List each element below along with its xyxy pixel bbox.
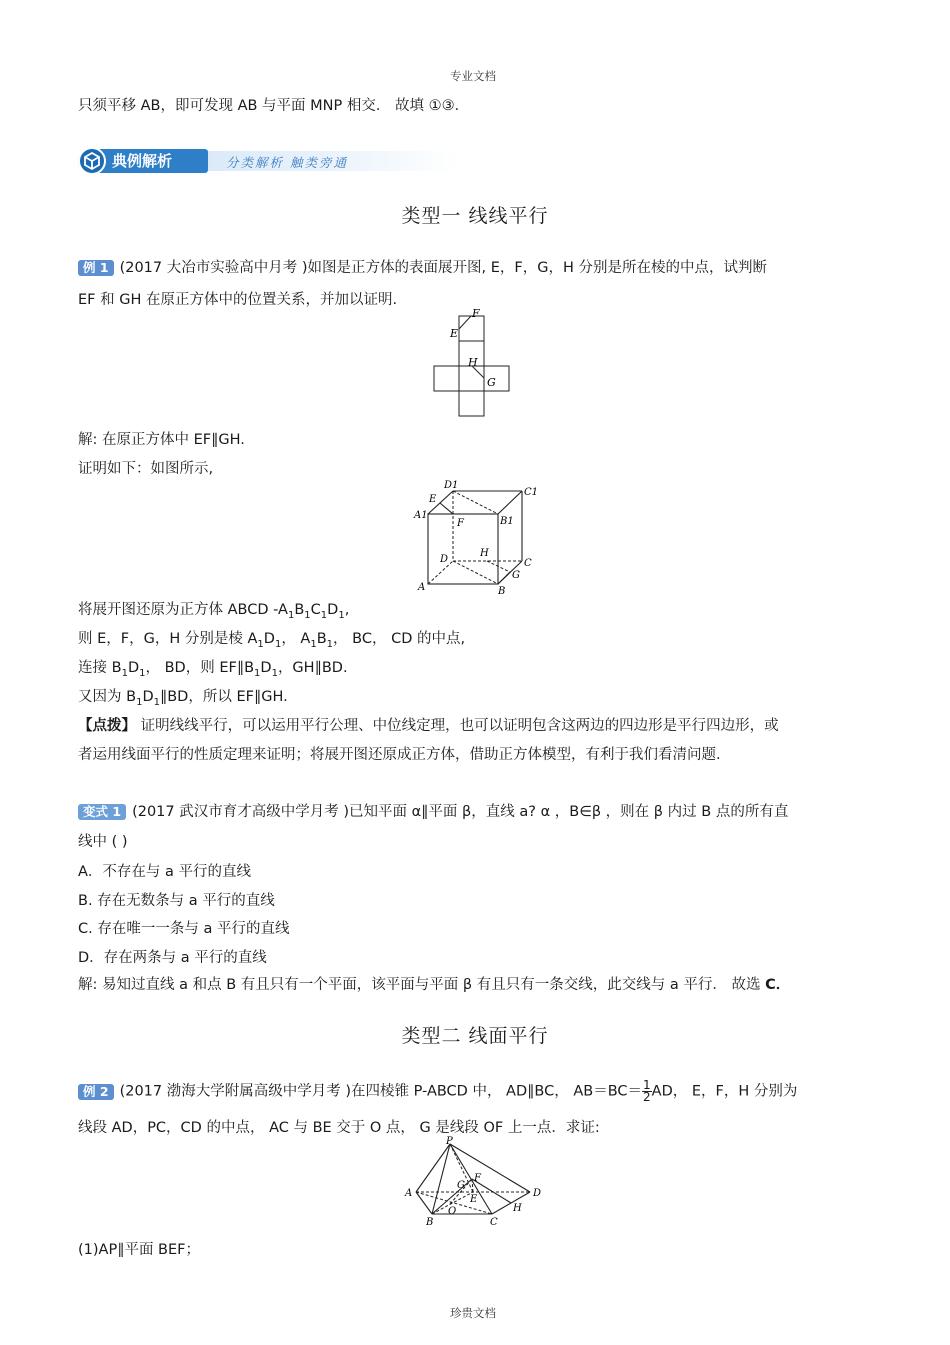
- pyramid-label-O: O: [448, 1206, 457, 1217]
- net-label-F: F: [472, 308, 480, 320]
- proof-line2: 则 E，F，G，H 分别是棱 $A_1D_1$， $A_1B_1$， BC， CD 的中点,: [78, 631, 466, 650]
- page-header: 专业文档: [450, 69, 496, 83]
- cube-figure: [412, 478, 542, 596]
- cube-label-C: C: [524, 558, 532, 569]
- pyramid-label-H: H: [513, 1203, 522, 1214]
- cube-label-H: H: [480, 548, 489, 559]
- example1-tag: 例 1: [78, 260, 114, 276]
- example2-tag: 例 2: [78, 1084, 114, 1100]
- option-b: B. 存在无数条与 a 平行的直线: [78, 893, 275, 909]
- page-footer: 珍贵文档: [450, 1306, 496, 1320]
- pyramid-label-D: D: [533, 1188, 542, 1199]
- pyramid-label-A: A: [405, 1188, 413, 1199]
- cube-label-G: G: [512, 570, 520, 581]
- pyramid-label-E: E: [470, 1194, 478, 1205]
- net-label-E: E: [450, 327, 459, 340]
- solution1-line1: 解: 在原正方体中 EF∥GH.: [78, 432, 245, 448]
- pyramid-label-G: G: [457, 1180, 465, 1191]
- banner-main-label: 典例解析: [78, 149, 208, 173]
- variant1-line2: 线中 ( ): [78, 834, 128, 850]
- variant1-answer: 解: 易知过直线 a 和点 B 有且只有一个平面，该平面与平面 β 有且只有一条交线，此交线与 a 平行． 故选 C．: [78, 977, 791, 993]
- variant1-tag: 变式 1: [78, 804, 126, 820]
- banner-subtitle: 分类解析 触类旁通: [226, 155, 348, 170]
- cube-label-A: A: [418, 582, 426, 593]
- example2-question1: (1)AP∥平面 BEF；: [78, 1242, 201, 1258]
- option-c: C. 存在唯一一条与 a 平行的直线: [78, 921, 290, 937]
- net-label-G: G: [487, 376, 496, 389]
- cube-icon: [78, 147, 106, 175]
- pyramid-label-C: C: [490, 1217, 498, 1228]
- cube-label-B: B: [498, 586, 506, 596]
- pyramid-label-P: P: [446, 1136, 453, 1147]
- example1-line1: [78, 258, 767, 278]
- cube-label-D1: D1: [444, 480, 459, 491]
- pyramid-label-F: F: [474, 1173, 481, 1184]
- option-a: A．不存在与 a 平行的直线: [78, 864, 252, 880]
- cube-label-E: E: [429, 494, 437, 505]
- pyramid-label-B: B: [426, 1217, 434, 1228]
- section-title-1: 类型一 线线平行: [401, 205, 549, 227]
- hint-line1: 【点拨】 证明线线平行，可以运用平行公理、中位线定理，也可以证明包含这两边的四边形是平行四边形，或: [78, 718, 779, 734]
- cube-label-A1: A1: [414, 510, 428, 521]
- proof-line3: 连接 $B_1D_1$， BD，则 $EF\parallel B_1D_1$，GH∥BD.: [78, 660, 348, 679]
- cube-label-C1: C1: [524, 487, 539, 498]
- hint-line2: 者运用线面平行的性质定理来证明；将展开图还原成正方体，借助正方体模型，有利于我们看清问题.: [78, 747, 721, 763]
- cube-label-D: D: [440, 554, 449, 565]
- hint-label: 【点拨】: [78, 718, 136, 734]
- net-label-H: H: [468, 356, 478, 369]
- section-title-2: 类型二 线面平行: [401, 1025, 549, 1047]
- option-d: D．存在两条与 a 平行的直线: [78, 950, 267, 966]
- solution1-line2: 证明如下：如图所示,: [78, 461, 214, 477]
- proof-line1: 将展开图还原为正方体 ABCD $-A_1B_1C_1D_1$,: [78, 602, 350, 621]
- section-banner: [78, 147, 458, 175]
- example2-line2: 线段 AD，PC，CD 的中点， AC 与 BE 交于 O 点， G 是线段 OF 上一点．求证:: [78, 1120, 600, 1136]
- proof-line4: 又因为 $B_1D_1\parallel BD$，所以 EF∥GH.: [78, 689, 288, 708]
- example1-text: (2017 大冶市实验高中月考 )如图是正方体的表面展开图, E，F，G，H 分别是所在棱的中点，试判断: [119, 260, 767, 276]
- fraction-one-half: $\frac{1}{2}$: [643, 1078, 651, 1104]
- example1-line2: EF 和 GH 在原正方体中的位置关系，并加以证明.: [78, 292, 398, 308]
- pyramid-figure: [402, 1134, 550, 1232]
- cube-label-F: F: [457, 518, 464, 529]
- cube-net-figure: [432, 308, 517, 423]
- cube-label-B1: B1: [500, 516, 514, 527]
- example2-line1: 例 2 (2017 渤海大学附属高级中学月考 )在四棱锥 P-ABCD 中， AD∥BC， AB＝BC＝ $\frac{1}{2}$ AD， E，F，H 分别为: [78, 1080, 797, 1103]
- intro-line: 只须平移 AB，即可发现 AB 与平面 MNP 相交． 故填 ①③．: [78, 98, 470, 114]
- variant1-line1: 变式 1 (2017 武汉市育才高级中学月考 )已知平面 α∥平面 β，直线 a? α ，B∈β ，则在 β 内过 B 点的所有直: [78, 802, 788, 822]
